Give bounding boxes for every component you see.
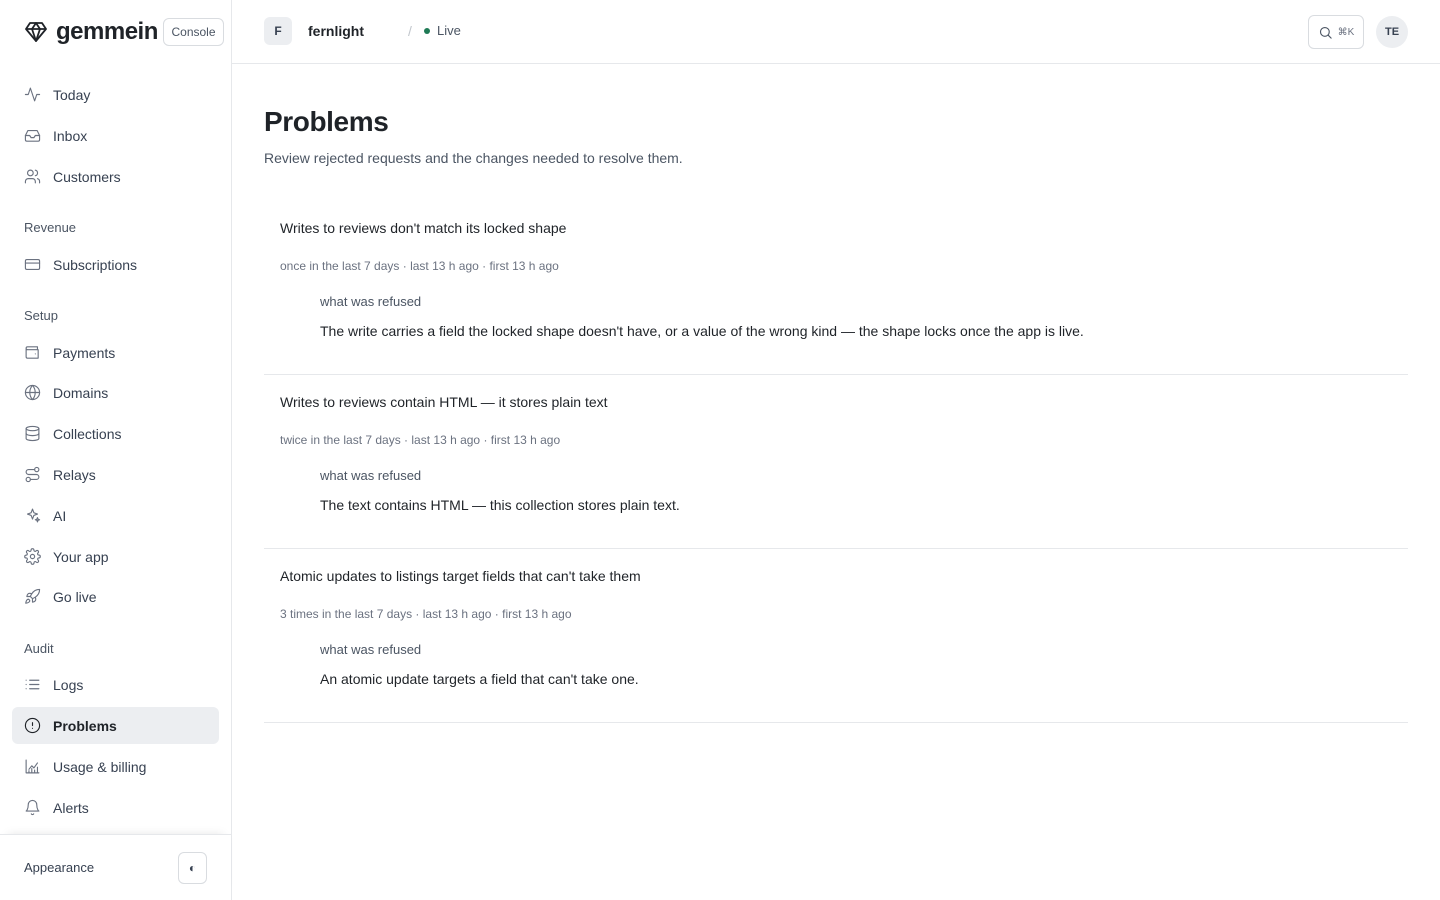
sidebar xyxy=(0,0,232,900)
users-icon xyxy=(24,168,41,185)
topbar xyxy=(232,0,1440,64)
sidebar-item-relays[interactable] xyxy=(12,456,219,493)
gem-logo-icon xyxy=(24,20,48,44)
alert-circle-icon xyxy=(24,717,41,734)
sparkles-icon xyxy=(24,507,41,524)
sidebar-item-label: Your app xyxy=(53,548,109,565)
project-avatar[interactable]: F xyxy=(264,17,292,45)
problem-title: Atomic updates to listings target fields that can't take them xyxy=(280,568,641,584)
refused-text: The text contains HTML — this collection stores plain text. xyxy=(320,497,680,513)
breadcrumb-separator: / xyxy=(408,23,412,39)
project-name[interactable]: fernlight xyxy=(308,23,364,39)
wallet-icon xyxy=(24,344,41,361)
brand[interactable] xyxy=(24,18,158,46)
refused-text: An atomic update targets a field that can't take one. xyxy=(320,671,639,687)
sidebar-footer xyxy=(0,834,231,900)
refused-label: what was refused xyxy=(320,294,422,309)
page-title: Problems xyxy=(264,106,389,137)
section-title-revenue: Revenue xyxy=(24,220,77,235)
sidebar-item-label: AI xyxy=(53,507,67,524)
search-shortcut: ⌘K xyxy=(1337,26,1355,38)
gear-icon xyxy=(24,548,41,565)
theme-toggle-button[interactable] xyxy=(178,852,207,884)
status-label: Live xyxy=(437,23,461,38)
credit-card-icon xyxy=(24,256,41,273)
problem-item[interactable] xyxy=(264,201,1408,375)
sidebar-item-inbox[interactable] xyxy=(12,117,219,154)
section-title-setup: Setup xyxy=(24,308,58,323)
environment-status[interactable] xyxy=(424,23,461,38)
sidebar-item-go-live[interactable] xyxy=(12,578,219,615)
chart-icon xyxy=(24,758,41,775)
search-button[interactable] xyxy=(1308,15,1364,49)
problem-title: Writes to reviews don't match its locked shape xyxy=(280,220,567,236)
console-button[interactable]: Console xyxy=(163,18,224,46)
sidebar-item-label: Relays xyxy=(53,466,96,483)
sidebar-item-label: Inbox xyxy=(53,127,88,144)
sidebar-item-label: Alerts xyxy=(53,799,89,816)
bell-icon xyxy=(24,799,41,816)
sidebar-item-logs[interactable] xyxy=(12,666,219,703)
problem-item[interactable] xyxy=(264,549,1408,723)
sidebar-item-label: Domains xyxy=(53,384,109,401)
refused-label: what was refused xyxy=(320,468,422,483)
problem-title: Writes to reviews contain HTML — it stores plain text xyxy=(280,394,608,410)
problem-meta: once in the last 7 days · last 13 h ago · first 13 h ago xyxy=(280,259,559,273)
sidebar-item-customers[interactable] xyxy=(12,158,219,195)
route-icon xyxy=(24,466,41,483)
activity-icon xyxy=(24,86,41,103)
sidebar-item-usage-billing[interactable] xyxy=(12,748,219,785)
sidebar-item-label: Customers xyxy=(53,168,121,185)
list-icon xyxy=(24,676,41,693)
sidebar-item-label: Subscriptions xyxy=(53,256,138,273)
globe-icon xyxy=(24,384,41,401)
user-avatar[interactable]: TE xyxy=(1376,16,1408,48)
database-icon xyxy=(24,425,41,442)
sidebar-item-label: Usage & billing xyxy=(53,758,147,775)
sidebar-item-label: Collections xyxy=(53,425,122,442)
sidebar-item-label: Payments xyxy=(53,344,116,361)
sidebar-item-label: Go live xyxy=(53,588,97,605)
sidebar-item-domains[interactable] xyxy=(12,374,219,411)
sidebar-item-your-app[interactable] xyxy=(12,538,219,575)
sidebar-item-problems[interactable] xyxy=(12,707,219,744)
contrast-icon: ◐ xyxy=(188,861,197,875)
problem-meta: 3 times in the last 7 days · last 13 h ago · first 13 h ago xyxy=(280,607,572,621)
problem-meta: twice in the last 7 days · last 13 h ago · first 13 h ago xyxy=(280,433,561,447)
sidebar-item-today[interactable] xyxy=(12,76,219,113)
sidebar-item-label: Today xyxy=(53,86,91,103)
sidebar-item-label: Logs xyxy=(53,676,84,693)
sidebar-item-label: Problems xyxy=(53,717,117,734)
sidebar-item-ai[interactable] xyxy=(12,497,219,534)
sidebar-item-collections[interactable] xyxy=(12,415,219,452)
problem-item[interactable] xyxy=(264,375,1408,549)
search-icon xyxy=(1318,25,1333,40)
sidebar-item-payments[interactable] xyxy=(12,334,219,371)
rocket-icon xyxy=(24,588,41,605)
status-dot-icon xyxy=(424,28,430,34)
sidebar-item-alerts[interactable] xyxy=(12,789,219,826)
section-title-audit: Audit xyxy=(24,641,54,656)
refused-text: The write carries a field the locked shape doesn't have, or a value of the wrong kind — the shape locks once the app is live. xyxy=(320,323,1084,339)
page-subtitle: Review rejected requests and the changes needed to resolve them. xyxy=(264,150,683,166)
sidebar-item-subscriptions[interactable] xyxy=(12,246,219,283)
brand-name: gemmein xyxy=(56,18,158,45)
refused-label: what was refused xyxy=(320,642,422,657)
inbox-icon xyxy=(24,127,41,144)
appearance-label: Appearance xyxy=(24,860,95,875)
